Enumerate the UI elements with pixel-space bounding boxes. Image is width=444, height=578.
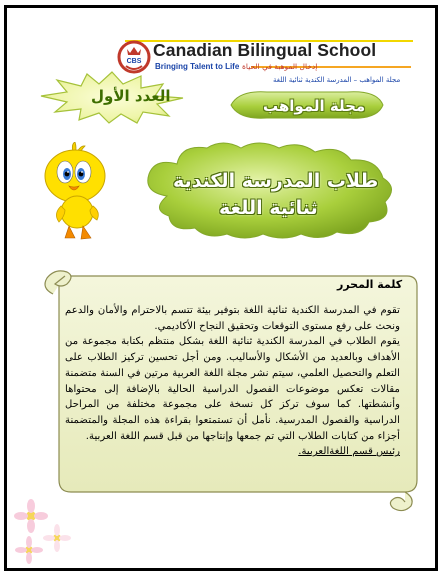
flower-decoration [13, 498, 83, 568]
school-logo [117, 40, 151, 74]
school-name: Canadian Bilingual School [153, 40, 377, 60]
editor-signature: رئيس قسم اللغةالعربية. [298, 446, 400, 458]
editor-paragraph-1: تقوم في المدرسة الكندية ثنائية اللغة بتوفير بيئة تتسم بالاحترام والأمان والدعم ونحث على رفع مستوى التوقعات وتحقيق النجاح الأكاديمي. [65, 305, 400, 332]
cloud-title-line-1: طلاب المدرسة الكندية [173, 170, 379, 192]
editor-body [65, 303, 400, 460]
issue-label: العدد الأول [91, 87, 171, 105]
school-tagline-arabic: إدخال الموهبة في الحياة [242, 62, 318, 71]
editor-heading: كلمة المحرر [337, 278, 403, 291]
bird-illustration [35, 142, 115, 242]
editor-paragraph-2: يقوم الطلاب في المدرسة الكندية ثنائية اللغة بشكل منتظم بكتابة مجموعة من الأهداف وبالعديد من الأشكال والأساليب. ومن أجل تحسين تركيز الطلاب على التعلم والتحصيل العلمي، سيتم نشر مجلة اللغة العربية مرتين في السنة متضمنة مقالات تعكس موضوعات الفصول الدراسية الحالية بالإضافة إلى محتواها وأنشطتها. كما سوف تركز كل نسخة على مجموعة مختلفة من المراحل الدراسية والفصول المدرسية. نأمل أن تستمتعوا بقراءة هذه المجلة والمتضمنة أجزاء من كتابات الطلاب التي تم جمعها وإنتاجها من قبل قسم اللغة العربية. [65, 336, 400, 442]
cloud-title-line-2: ثنائية اللغة [219, 197, 318, 219]
magazine-title: مجلة المواهب [263, 97, 366, 115]
magazine-subtitle: مجلة المواهب – المدرسة الكندية ثنائية اللغة [273, 76, 401, 84]
logo-text: CBS [126, 58, 142, 65]
newsletter-page [4, 5, 438, 571]
school-tagline: Bringing Talent to Life [155, 62, 240, 71]
